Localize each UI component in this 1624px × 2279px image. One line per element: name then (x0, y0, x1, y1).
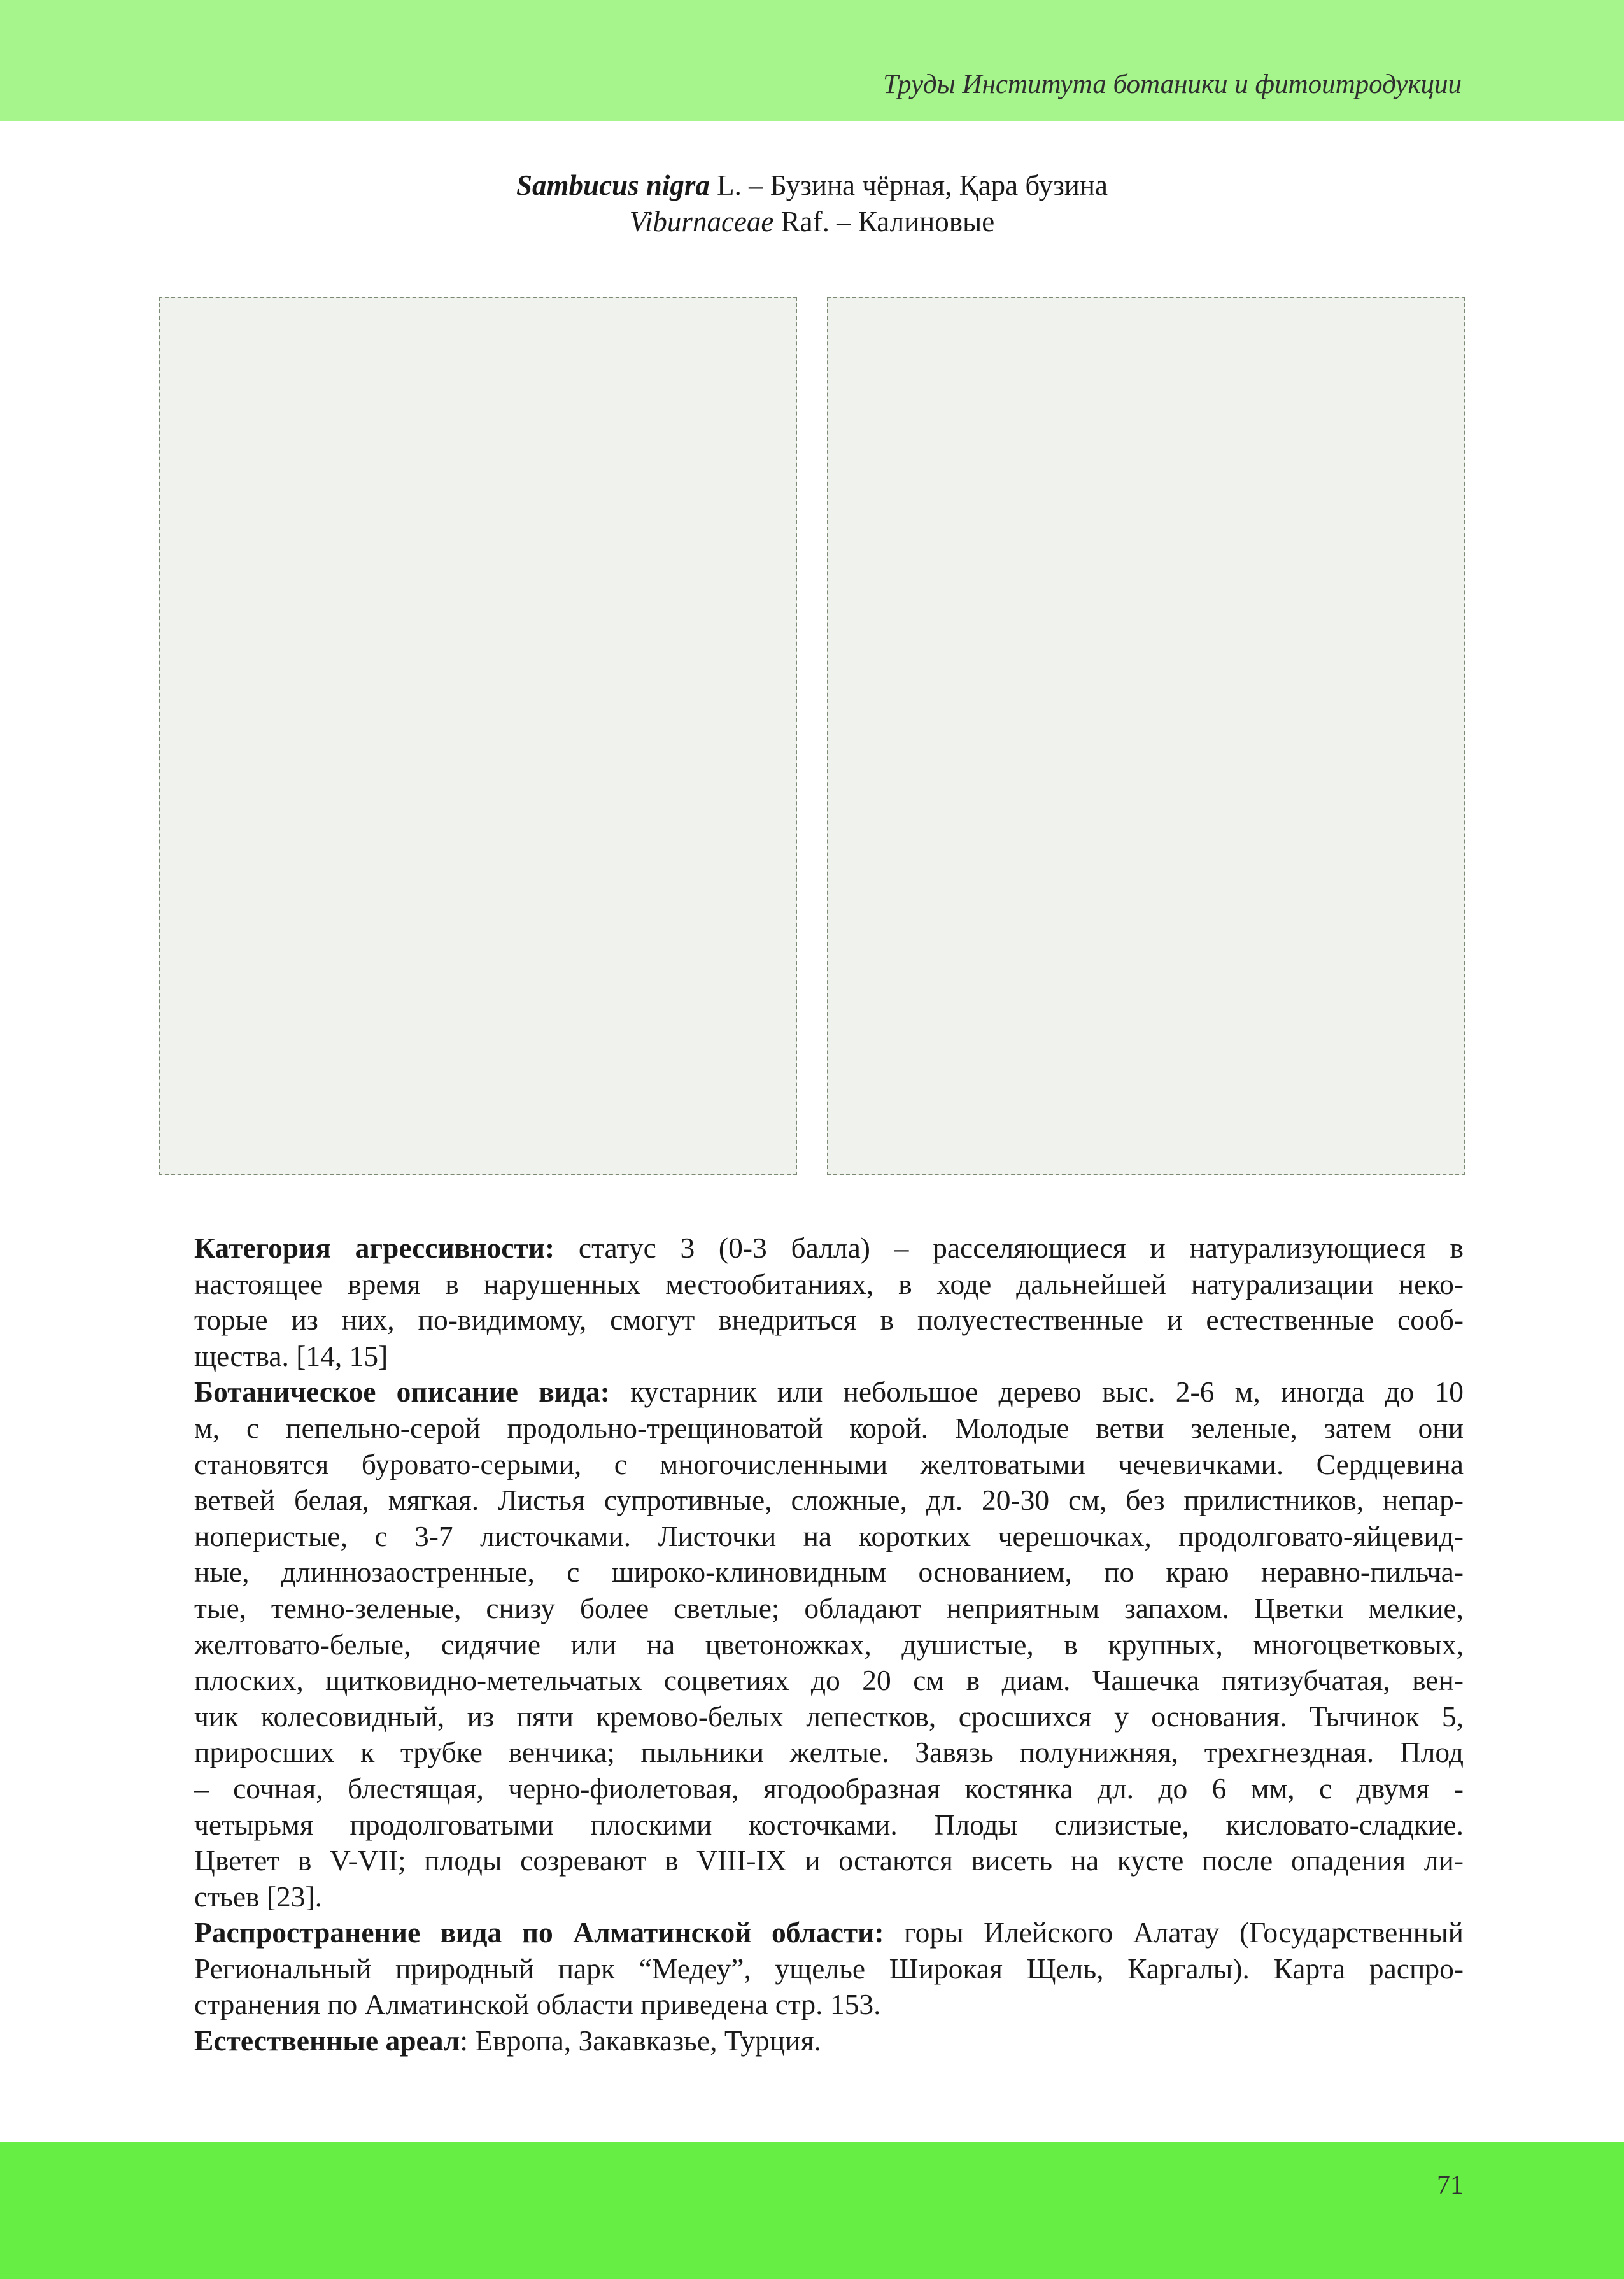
family-title (0, 205, 1624, 238)
text-line: приросших к трубке венчика; пыльники желтые. Завязь полунижняя, трехгнездная. Плод (194, 1736, 1464, 1769)
photo-flowering-branch (159, 297, 797, 1175)
photo-inflorescence-closeup (827, 297, 1465, 1175)
paragraph-label: Распространение вида по Алматинской области: (194, 1916, 884, 1949)
paragraph-botanical-description (159, 1374, 1464, 1915)
text-line: становятся буровато-серыми, с многочисленными желтоватыми чечевичками. Сердцевина (194, 1447, 1464, 1480)
text-line: Естественные ареал: Европа, Закавказье, Турция. (194, 2024, 821, 2057)
page-number: 71 (1437, 2171, 1464, 2200)
text-line: ные, длиннозаостренные, с широко-клиновидным основанием, по краю неравно-пильча- (194, 1556, 1464, 1589)
text-line: настоящее время в нарушенных местообитаниях, в ходе дальнейшей натурализации неко- (194, 1267, 1464, 1300)
text-line: Ботаническое описание вида: кустарник или небольшое дерево выс. 2-6 м, иногда до 10 (194, 1375, 1464, 1409)
text-line: стьев [23]. (194, 1880, 323, 1913)
text-line: тые, темно-зеленые, снизу более светлые; обладают неприятным запахом. Цветки мелкие, (194, 1591, 1464, 1624)
text-line: ветвей белая, мягкая. Листья супротивные, сложные, дл. 20-30 см, без прилистников, непар- (194, 1484, 1464, 1517)
header-band (0, 0, 1624, 121)
text-line: ноперистые, с 3-7 листочками. Листочки на коротких черешочках, продолговато-яйцевид- (194, 1519, 1464, 1552)
family-latin-name: Viburnaceae (629, 206, 774, 238)
text-line: странения по Алматинской области приведена стр. 153. (194, 1988, 881, 2021)
species-title (0, 169, 1624, 202)
paragraph-label: Естественные ареал (194, 2024, 460, 2057)
text-line: торые из них, по-видимому, смогут внедриться в полуестественные и естественные сооб- (194, 1303, 1464, 1337)
text-line: четырьмя продолговатыми плоскими косточками. Плоды слизистые, кисловато-сладкие. (194, 1808, 1464, 1841)
paragraph-label: Ботаническое описание вида: (194, 1375, 610, 1409)
text-line: Региональный природный парк “Медеу”, ущелье Широкая Щель, Каргалы). Карта распро- (194, 1952, 1464, 1985)
paragraph-native-range (159, 2023, 1464, 2059)
paragraph-aggressiveness (159, 1230, 1464, 1374)
text-line: плоских, щитковидно-метельчатых соцветиях до 20 см в диам. Чашечка пятизубчатая, вен- (194, 1664, 1464, 1697)
text-line: щества. [14, 15] (194, 1339, 388, 1372)
journal-title: Труды Института ботаники и фитоитродукции (883, 69, 1462, 99)
text-line: чик колесовидный, из пяти кремово-белых лепестков, сросшихся у основания. Тычинок 5, (194, 1700, 1464, 1733)
paragraph-distribution (159, 1915, 1464, 2023)
text-line: Распространение вида по Алматинской области: горы Илейского Алатау (Государственный (194, 1916, 1464, 1949)
text-line: желтовато-белые, сидячие или на цветоножках, душистые, в крупных, многоцветковых, (194, 1628, 1464, 1661)
text-line: Категория агрессивности: статус 3 (0-3 балла) – расселяющиеся и натурализующиеся в (194, 1232, 1464, 1264)
text-line: – сочная, блестящая, черно-фиолетовая, ягодообразная костянка дл. до 6 мм, с двумя - (194, 1771, 1464, 1805)
family-author-and-common-name: Raf. – Калиновые (773, 206, 995, 238)
footer-band (0, 2142, 1624, 2279)
species-latin-name: Sambucus nigra (516, 169, 710, 201)
species-description-text (159, 1230, 1464, 2059)
paragraph-label: Категория агрессивности: (194, 1232, 555, 1264)
text-line: м, с пепельно-серой продольно-трещиноватой корой. Молодые ветви зеленые, затем они (194, 1411, 1464, 1444)
species-author-and-common-names: L. – Бузина чёрная, Қара бузина (709, 169, 1108, 201)
text-line: Цветет в V-VII; плоды созревают в VIII-IX и остаются висеть на кусте после опадения ли- (194, 1844, 1464, 1877)
